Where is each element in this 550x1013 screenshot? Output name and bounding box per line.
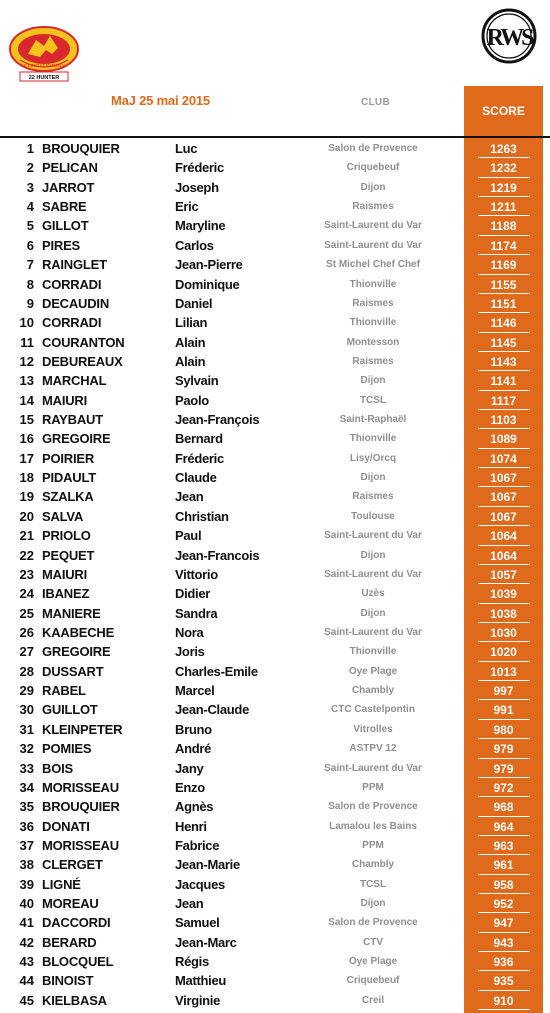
score-cell: 961	[493, 858, 514, 873]
club-cell: Salon de Provence	[328, 801, 418, 813]
first-name-cell: Paul	[175, 528, 202, 544]
last-name-cell: JARROT	[42, 179, 95, 195]
club-cell: Saint-Raphaël	[339, 414, 407, 426]
first-name-cell: Sandra	[175, 605, 218, 621]
last-name-cell: CORRADI	[42, 315, 102, 331]
table-row	[0, 681, 550, 700]
club-cell: Montesson	[346, 336, 400, 348]
table-row	[0, 642, 550, 661]
last-name-cell: GREGOIRE	[42, 431, 111, 447]
first-name-cell: Vittorio	[175, 566, 218, 582]
club-cell: Salon de Provence	[328, 917, 418, 929]
club-cell: Toulouse	[351, 510, 395, 522]
club-cell: Dijon	[360, 607, 386, 619]
score-cell: 1013	[490, 664, 517, 679]
table-row	[0, 139, 550, 158]
table-row	[0, 855, 550, 874]
last-name-cell: IBANEZ	[42, 586, 90, 602]
rank-cell: 45	[19, 992, 34, 1008]
score-cell: 1057	[490, 567, 517, 582]
club-cell: PPM	[362, 781, 384, 793]
last-name-cell: BROUQUIER	[42, 799, 120, 815]
first-name-cell: Agnès	[175, 799, 214, 815]
table-row	[0, 700, 550, 719]
score-cell: 1174	[490, 238, 517, 253]
svg-text:RWS: RWS	[486, 25, 532, 51]
first-name-cell: Virginie	[175, 992, 221, 1008]
club-cell: Raismes	[352, 297, 394, 309]
last-name-cell: BERARD	[42, 934, 97, 950]
rank-cell: 29	[19, 683, 34, 699]
club-cell: Raismes	[352, 491, 394, 503]
table-row	[0, 275, 550, 294]
last-name-cell: MOREAU	[42, 896, 99, 912]
club-cell: Saint-Laurent du Var	[324, 762, 422, 774]
table-row	[0, 836, 550, 855]
score-cell: 964	[493, 819, 514, 834]
club-cell: Dijon	[360, 375, 386, 387]
first-name-cell: Eric	[175, 199, 199, 215]
rank-cell: 20	[19, 508, 34, 524]
first-name-cell: Jean-Claude	[175, 702, 250, 718]
table-row	[0, 178, 550, 197]
last-name-cell: DEBUREAUX	[42, 353, 123, 369]
last-name-cell: COURANTON	[42, 334, 125, 350]
rank-cell: 17	[19, 450, 34, 466]
score-cell: 1067	[490, 509, 517, 524]
first-name-cell: Jean-François	[175, 412, 260, 428]
rank-cell: 5	[26, 218, 34, 234]
last-name-cell: BROUQUIER	[42, 141, 120, 156]
score-cell: 936	[493, 955, 514, 970]
last-name-cell: POMIES	[42, 741, 92, 757]
table-row	[0, 429, 550, 448]
first-name-cell: Jean	[175, 896, 204, 912]
rank-cell: 19	[19, 489, 34, 505]
score-cell: 1039	[490, 587, 517, 602]
score-cell: 997	[493, 684, 514, 699]
last-name-cell: KLEINPETER	[42, 721, 123, 737]
rank-cell: 18	[19, 470, 34, 486]
score-cell: 1219	[490, 180, 517, 195]
score-cell: 1145	[490, 335, 517, 350]
score-cell: 1188	[490, 219, 517, 234]
score-cell: 1067	[490, 471, 517, 486]
rank-cell: 42	[19, 934, 34, 950]
table-row	[0, 662, 550, 681]
last-name-cell: MANIERE	[42, 605, 101, 621]
score-cell: 1064	[490, 529, 517, 544]
first-name-cell: Maryline	[175, 218, 226, 234]
club-cell: Saint-Laurent du Var	[324, 530, 422, 542]
score-cell: 1151	[490, 296, 517, 311]
rank-cell: 22	[19, 547, 34, 563]
score-cell: 979	[493, 742, 514, 757]
table-row	[0, 526, 550, 545]
score-cell: 963	[493, 838, 514, 853]
club-cell: Saint-Laurent du Var	[324, 239, 422, 251]
club-cell: Saint-Laurent du Var	[324, 568, 422, 580]
score-cell: 968	[493, 800, 514, 815]
table-row	[0, 720, 550, 739]
last-name-cell: SABRE	[42, 199, 87, 215]
rws-logo	[472, 8, 546, 64]
score-cell: 1141	[490, 374, 517, 389]
last-name-cell: DACCORDI	[42, 915, 111, 931]
score-cell: 952	[493, 897, 514, 912]
first-name-cell: Enzo	[175, 779, 205, 795]
first-name-cell: Matthieu	[175, 973, 227, 989]
first-name-cell: Régis	[175, 954, 209, 970]
table-row	[0, 313, 550, 332]
rank-cell: 24	[19, 586, 34, 602]
first-name-cell: Samuel	[175, 915, 220, 931]
last-name-cell: DUSSART	[42, 663, 104, 679]
club-cell: Creil	[361, 994, 385, 1006]
rank-cell: 4	[26, 199, 34, 215]
rank-cell: 31	[19, 721, 34, 737]
last-name-cell: BLOCQUEL	[42, 954, 114, 970]
table-row	[0, 216, 550, 235]
score-cell: 910	[493, 993, 514, 1008]
table-row	[0, 158, 550, 177]
last-name-cell: CORRADI	[42, 276, 102, 292]
table-row	[0, 507, 550, 526]
club-cell: Chambly	[351, 685, 395, 697]
score-cell: 958	[493, 877, 514, 892]
first-name-cell: Luc	[175, 141, 198, 156]
score-cell: 1169	[490, 258, 517, 273]
rank-cell: 33	[19, 760, 34, 776]
first-name-cell: Fréderic	[175, 160, 224, 176]
last-name-cell: POIRIER	[42, 450, 95, 466]
last-name-cell: MARCHAL	[42, 373, 107, 389]
rank-cell: 16	[19, 431, 34, 447]
score-cell: 1064	[490, 548, 517, 563]
score-cell: 943	[493, 935, 514, 950]
last-name-cell: MAIURI	[42, 566, 88, 582]
first-name-cell: Bruno	[175, 721, 212, 737]
last-name-cell: DONATI	[42, 818, 90, 834]
first-name-cell: Jean	[175, 489, 204, 505]
rank-cell: 23	[19, 566, 34, 582]
table-row	[0, 739, 550, 758]
last-name-cell: RAYBAUT	[42, 412, 103, 428]
score-cell: 947	[493, 916, 514, 931]
last-name-cell: BOIS	[42, 760, 73, 776]
rank-cell: 38	[19, 857, 34, 873]
last-name-cell: GILLOT	[42, 218, 89, 234]
rank-cell: 25	[19, 605, 34, 621]
rank-cell: 32	[19, 741, 34, 757]
score-cell: 1067	[490, 490, 517, 505]
club-cell: Criquebeuf	[346, 162, 400, 174]
table-row	[0, 565, 550, 584]
first-name-cell: Sylvain	[175, 373, 219, 389]
rank-cell: 34	[19, 779, 34, 795]
first-name-cell: Jacques	[175, 876, 225, 892]
ranking-table	[0, 139, 550, 1010]
table-row	[0, 546, 550, 565]
rank-cell: 1	[26, 141, 34, 156]
club-cell: TCSL	[359, 878, 387, 890]
club-cell: Raismes	[352, 355, 394, 367]
last-name-cell: PELICAN	[42, 160, 98, 176]
score-cell: 1103	[490, 413, 517, 428]
score-cell: 1232	[490, 161, 517, 176]
club-cell: Oye Plage	[348, 665, 398, 677]
club-cell: Raismes	[352, 201, 394, 213]
rank-cell: 43	[19, 954, 34, 970]
last-name-cell: PEQUET	[42, 547, 95, 563]
svg-text:22 HUNTER: 22 HUNTER	[28, 75, 60, 81]
rank-cell: 36	[19, 818, 34, 834]
rank-cell: 28	[19, 663, 34, 679]
score-cell: 935	[493, 974, 514, 989]
table-row	[0, 294, 550, 313]
table-row	[0, 487, 550, 506]
last-name-cell: MORISSEAU	[42, 837, 119, 853]
last-name-cell: GUILLOT	[42, 702, 98, 718]
table-row	[0, 971, 550, 990]
first-name-cell: Bernard	[175, 431, 223, 447]
table-row	[0, 197, 550, 216]
rank-cell: 15	[19, 412, 34, 428]
first-name-cell: Didier	[175, 586, 211, 602]
rank-cell: 2	[26, 160, 34, 176]
rank-cell: 37	[19, 837, 34, 853]
club-cell: Chambly	[351, 859, 395, 871]
first-name-cell: Dominique	[175, 276, 240, 292]
last-name-cell: CLERGET	[42, 857, 103, 873]
table-row	[0, 875, 550, 894]
first-name-cell: André	[175, 741, 212, 757]
rank-cell: 7	[26, 257, 34, 273]
first-name-cell: Claude	[175, 470, 217, 486]
rank-cell: 26	[19, 624, 34, 640]
score-cell: 1155	[490, 277, 517, 292]
club-cell: ASTPV 12	[349, 743, 397, 755]
club-column-header: CLUB	[361, 97, 390, 108]
svg-text:LE CIRCUIT NATIONAL: LE CIRCUIT NATIONAL	[21, 63, 67, 68]
table-row	[0, 817, 550, 836]
first-name-cell: Jean-Marc	[175, 934, 237, 950]
first-name-cell: Lilian	[175, 315, 208, 331]
first-name-cell: Jean-Marie	[175, 857, 240, 873]
club-cell: Dijon	[360, 472, 386, 484]
score-separator	[478, 1009, 530, 1010]
score-cell: 991	[493, 703, 514, 718]
first-name-cell: Fréderic	[175, 450, 224, 466]
first-name-cell: Carlos	[175, 237, 214, 253]
table-row	[0, 759, 550, 778]
score-cell: 1143	[490, 354, 517, 369]
club-cell: Lisy/Orcq	[349, 452, 397, 464]
first-name-cell: Henri	[175, 818, 207, 834]
update-date: MaJ 25 mai 2015	[111, 93, 210, 108]
table-row	[0, 797, 550, 816]
club-cell: Saint-Laurent du Var	[324, 220, 422, 232]
club-cell: TCSL	[359, 394, 387, 406]
score-cell: 1089	[490, 432, 517, 447]
first-name-cell: Paolo	[175, 392, 209, 408]
club-cell: CTC Castelpontin	[331, 704, 415, 716]
club-cell: Dijon	[360, 181, 386, 193]
club-cell: Lamalou les Bains	[329, 820, 417, 832]
score-cell: 1020	[490, 645, 517, 660]
rank-cell: 3	[26, 179, 34, 195]
club-cell: Thionville	[349, 433, 397, 445]
table-row	[0, 623, 550, 642]
last-name-cell: MAIURI	[42, 392, 88, 408]
score-column-header: SCORE	[482, 104, 525, 118]
score-cell: 1263	[490, 142, 517, 156]
rank-cell: 12	[19, 353, 34, 369]
rank-cell: 44	[19, 973, 34, 989]
score-cell: 1038	[490, 606, 517, 621]
score-cell: 972	[493, 780, 514, 795]
club-cell: Saint-Laurent du Var	[324, 626, 422, 638]
last-name-cell: LIGNÉ	[42, 876, 81, 892]
rank-cell: 9	[26, 295, 34, 311]
first-name-cell: Jean-Pierre	[175, 257, 243, 273]
table-row	[0, 952, 550, 971]
table-row	[0, 410, 550, 429]
club-cell: Criquebeuf	[346, 975, 400, 987]
club-cell: Vitrolles	[353, 723, 393, 735]
rank-cell: 41	[19, 915, 34, 931]
club-cell: Thionville	[349, 646, 397, 658]
table-row	[0, 468, 550, 487]
table-row	[0, 236, 550, 255]
last-name-cell: GREGOIRE	[42, 644, 111, 660]
score-cell: 980	[493, 722, 514, 737]
rank-cell: 40	[19, 896, 34, 912]
rank-cell: 27	[19, 644, 34, 660]
table-row	[0, 778, 550, 797]
score-cell: 1117	[490, 393, 517, 408]
rank-cell: 35	[19, 799, 34, 815]
club-cell: St Michel Chef Chef	[326, 259, 420, 271]
score-cell: 1211	[490, 200, 517, 215]
table-row	[0, 991, 550, 1010]
first-name-cell: Marcel	[175, 683, 215, 699]
rank-cell: 11	[20, 334, 34, 350]
rank-cell: 10	[19, 315, 34, 331]
rank-cell: 14	[19, 392, 34, 408]
first-name-cell: Fabrice	[175, 837, 220, 853]
club-cell: Dijon	[360, 549, 386, 561]
last-name-cell: DECAUDIN	[42, 295, 110, 311]
first-name-cell: Joseph	[175, 179, 219, 195]
table-row	[0, 894, 550, 913]
club-cell: Oye Plage	[348, 956, 398, 968]
header-divider	[0, 136, 550, 138]
score-cell: 1146	[490, 316, 517, 331]
club-cell: Thionville	[349, 317, 397, 329]
first-name-cell: Joris	[175, 644, 205, 660]
last-name-cell: MORISSEAU	[42, 779, 119, 795]
table-row	[0, 604, 550, 623]
last-name-cell: BINOIST	[42, 973, 94, 989]
last-name-cell: PIDAULT	[42, 470, 96, 486]
last-name-cell: SZALKA	[42, 489, 94, 505]
first-name-cell: Nora	[175, 624, 204, 640]
first-name-cell: Charles-Emile	[175, 663, 258, 679]
circuit-national-logo	[6, 24, 82, 84]
first-name-cell: Alain	[175, 334, 206, 350]
last-name-cell: PIRES	[42, 237, 81, 253]
table-row	[0, 933, 550, 952]
last-name-cell: RAINGLET	[42, 257, 107, 273]
last-name-cell: PRIOLO	[42, 528, 91, 544]
first-name-cell: Christian	[175, 508, 229, 524]
club-cell: Thionville	[349, 278, 397, 290]
first-name-cell: Jean-Francois	[175, 547, 260, 563]
table-row	[0, 352, 550, 371]
club-cell: CTV	[363, 936, 383, 948]
last-name-cell: KAABECHE	[42, 624, 115, 640]
first-name-cell: Alain	[175, 353, 206, 369]
score-cell: 1074	[490, 451, 517, 466]
last-name-cell: RABEL	[42, 683, 86, 699]
table-row	[0, 371, 550, 390]
score-cell: 979	[493, 761, 514, 776]
last-name-cell: KIELBASA	[42, 992, 107, 1008]
table-row	[0, 255, 550, 274]
first-name-cell: Daniel	[175, 295, 213, 311]
rank-cell: 30	[19, 702, 34, 718]
rank-cell: 39	[19, 876, 34, 892]
table-row	[0, 449, 550, 468]
table-row	[0, 913, 550, 932]
table-row	[0, 391, 550, 410]
rank-cell: 13	[19, 373, 34, 389]
table-row	[0, 333, 550, 352]
score-cell: 1030	[490, 625, 517, 640]
table-row	[0, 584, 550, 603]
club-cell: PPM	[362, 839, 384, 851]
rank-cell: 6	[26, 237, 34, 253]
rank-cell: 8	[26, 276, 34, 292]
last-name-cell: SALVA	[42, 508, 84, 524]
club-cell: Salon de Provence	[328, 143, 418, 154]
rank-cell: 21	[19, 528, 34, 544]
club-cell: Dijon	[360, 898, 386, 910]
club-cell: Uzès	[361, 588, 385, 600]
first-name-cell: Jany	[175, 760, 204, 776]
